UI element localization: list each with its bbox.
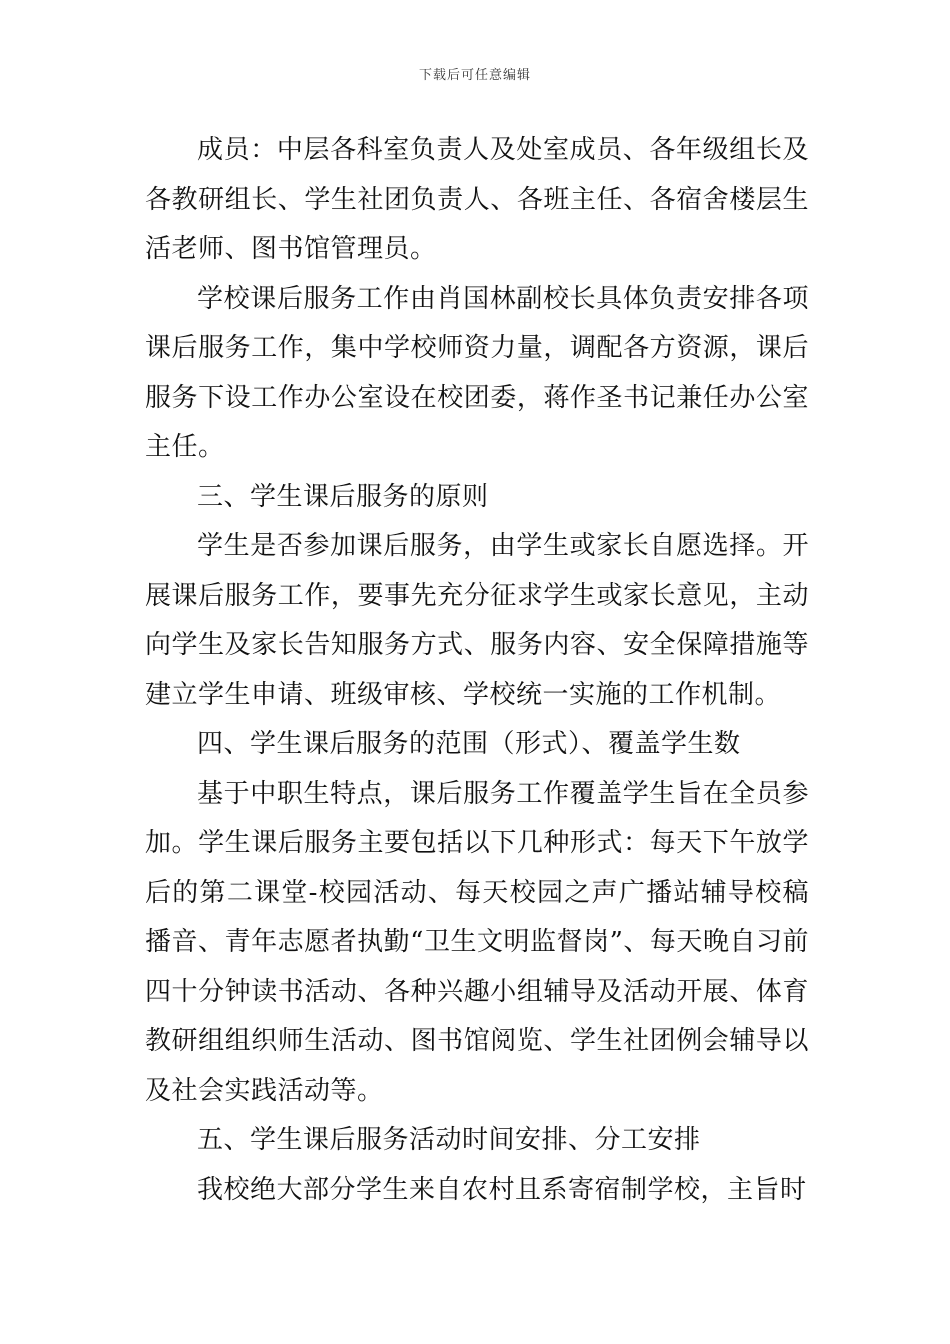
document-body [145, 126, 809, 1215]
paragraph-principles: 学生是否参加课后服务，由学生或家长自愿选择。开展课后服务工作，要事先充分征求学生或家长意见，主动向学生及家长告知服务方式、服务内容、安全保障措施等建立学生申请、班级审核、学校统一实施的工作机制。 [145, 531, 809, 710]
section-heading-principles: 三、学生课后服务的原则 [197, 481, 489, 512]
paragraph-schedule: 我校绝大部分学生来自农村且系寄宿制学校，主旨时 [197, 1174, 807, 1205]
paragraph-scope: 基于中职生特点，课后服务工作覆盖学生旨在全员参加。学生课后服务主要包括以下几种形式：每天下午放学后的第二课堂-校园活动、每天校园之声广播站辅导校稿播音、青年志愿者执勤“卫生文明监督岗”、每天晚自习前四十分钟读书活动、各种兴趣小组辅导及活动开展、体育教研组组织师生活动、图书馆阅览、学生社团例会辅导以及社会实践活动等。 [145, 778, 809, 1106]
page-header: 下载后可任意编辑 [418, 68, 531, 83]
section-heading-schedule: 五、学生课后服务活动时间安排、分工安排 [197, 1125, 701, 1155]
section-heading-scope: 四、学生课后服务的范围（形式）、覆盖学生数 [197, 729, 741, 759]
paragraph-responsibility: 学校课后服务工作由肖国林副校长具体负责安排各项课后服务工作，集中学校师资力量，调配各方资源，课后服务下设工作办公室设在校团委，蒋作圣书记兼任办公室主任。 [145, 283, 809, 462]
paragraph-members: 成员：中层各科室负责人及处室成员、各年级组长及各教研组长、学生社团负责人、各班主任、各宿舍楼层生活老师、图书馆管理员。 [145, 135, 809, 264]
